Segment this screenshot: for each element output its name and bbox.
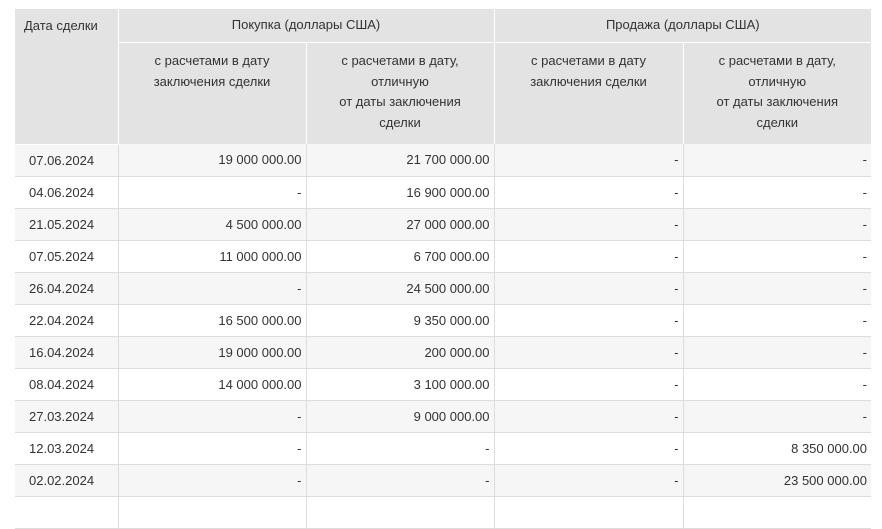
column-header-date: Дата сделки (15, 9, 118, 144)
group-header-purchase: Покупка (доллары США) (118, 9, 494, 43)
cell-buy-same-date: 19 000 000.00 (118, 336, 306, 368)
cell-sell-same-date: - (494, 368, 683, 400)
table-body (15, 144, 871, 528)
cell-date: 21.05.2024 (15, 208, 118, 240)
cell-sell-different-date (683, 496, 871, 528)
cell-date: 04.06.2024 (15, 176, 118, 208)
table-row (15, 336, 871, 368)
cell-date: 27.03.2024 (15, 400, 118, 432)
table-row (15, 144, 871, 176)
cell-buy-different-date: 9 350 000.00 (306, 304, 494, 336)
table-row (15, 464, 871, 496)
cell-buy-same-date: - (118, 272, 306, 304)
cell-sell-different-date: 23 500 000.00 (683, 464, 871, 496)
cell-sell-same-date: - (494, 464, 683, 496)
table-row (15, 240, 871, 272)
cell-sell-same-date: - (494, 336, 683, 368)
cell-sell-different-date: - (683, 368, 871, 400)
table-row (15, 496, 871, 528)
cell-sell-different-date: - (683, 240, 871, 272)
cell-sell-different-date: - (683, 400, 871, 432)
column-header-sale-different-date: с расчетами в дату, отличную от даты заключения сделки (683, 43, 871, 145)
cell-sell-different-date: - (683, 336, 871, 368)
cell-buy-same-date: 11 000 000.00 (118, 240, 306, 272)
cell-buy-different-date: 9 000 000.00 (306, 400, 494, 432)
cell-buy-same-date: 16 500 000.00 (118, 304, 306, 336)
deals-table (15, 9, 871, 529)
cell-buy-different-date: 16 900 000.00 (306, 176, 494, 208)
table-header (15, 9, 871, 144)
cell-buy-different-date: - (306, 464, 494, 496)
cell-date: 07.06.2024 (15, 144, 118, 176)
column-header-purchase-different-date: с расчетами в дату, отличную от даты заключения сделки (306, 43, 494, 145)
table-row (15, 176, 871, 208)
cell-sell-same-date: - (494, 240, 683, 272)
cell-buy-different-date: 27 000 000.00 (306, 208, 494, 240)
cell-date: 08.04.2024 (15, 368, 118, 400)
table-row (15, 432, 871, 464)
cell-buy-different-date: 6 700 000.00 (306, 240, 494, 272)
cell-sell-same-date: - (494, 176, 683, 208)
cell-buy-different-date: 21 700 000.00 (306, 144, 494, 176)
cell-sell-different-date: - (683, 208, 871, 240)
cell-date: 07.05.2024 (15, 240, 118, 272)
cell-sell-different-date: - (683, 304, 871, 336)
cell-buy-same-date: - (118, 432, 306, 464)
cell-date: 12.03.2024 (15, 432, 118, 464)
cell-buy-different-date: 200 000.00 (306, 336, 494, 368)
cell-sell-different-date: - (683, 144, 871, 176)
cell-buy-same-date (118, 496, 306, 528)
cell-sell-same-date: - (494, 304, 683, 336)
cell-buy-different-date: 24 500 000.00 (306, 272, 494, 304)
cell-sell-different-date: 8 350 000.00 (683, 432, 871, 464)
cell-buy-same-date: 14 000 000.00 (118, 368, 306, 400)
cell-date: 26.04.2024 (15, 272, 118, 304)
cell-sell-different-date: - (683, 272, 871, 304)
cell-buy-different-date: 3 100 000.00 (306, 368, 494, 400)
cell-sell-same-date: - (494, 208, 683, 240)
cell-sell-same-date (494, 496, 683, 528)
cell-sell-different-date: - (683, 176, 871, 208)
cell-buy-same-date: - (118, 464, 306, 496)
cell-buy-different-date: - (306, 432, 494, 464)
cell-date (15, 496, 118, 528)
cell-buy-different-date (306, 496, 494, 528)
cell-buy-same-date: 19 000 000.00 (118, 144, 306, 176)
table-row (15, 368, 871, 400)
table-row (15, 304, 871, 336)
cell-date: 22.04.2024 (15, 304, 118, 336)
column-header-purchase-same-date: с расчетами в дату заключения сделки (118, 43, 306, 145)
table-row (15, 400, 871, 432)
cell-sell-same-date: - (494, 432, 683, 464)
cell-buy-same-date: - (118, 176, 306, 208)
cell-sell-same-date: - (494, 144, 683, 176)
cell-sell-same-date: - (494, 400, 683, 432)
table-row (15, 272, 871, 304)
cell-date: 02.02.2024 (15, 464, 118, 496)
cell-buy-same-date: - (118, 400, 306, 432)
cell-sell-same-date: - (494, 272, 683, 304)
cell-date: 16.04.2024 (15, 336, 118, 368)
table-row (15, 208, 871, 240)
cell-buy-same-date: 4 500 000.00 (118, 208, 306, 240)
group-header-sale: Продажа (доллары США) (494, 9, 871, 43)
column-header-sale-same-date: с расчетами в дату заключения сделки (494, 43, 683, 145)
